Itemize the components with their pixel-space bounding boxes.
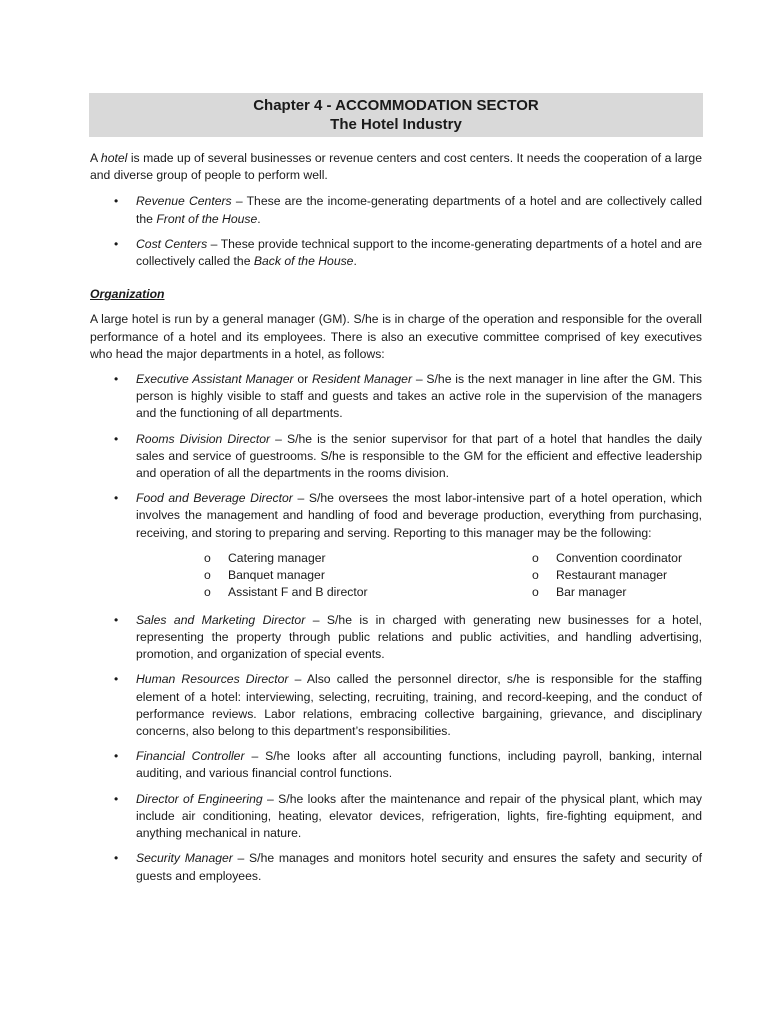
list-item: • Food and Beverage Director – S/he oversees the most labor-intensive part of a hotel operation, which involves the management and handling of food and beverage production, everything from purchasing, receiving, and storing to preparing and serving. Reporting to this manager may be the following: o Catering manager o Convention coordinator o Banquet manager o Restaurant manager o Assistant F and B director o Bar manager [90, 490, 702, 601]
bullet-icon: • [114, 372, 119, 387]
sub-list-item: o Convention coordinator [532, 550, 683, 565]
sub-list-item: o Assistant F and B director [204, 584, 368, 599]
fnb-staff-list [182, 550, 702, 601]
list-item: • Director of Engineering – S/he looks after the maintenance and repair of the physical plant, which may include air conditioning, heating, elevator devices, refrigeration, lights, fire-fighting equipment, and anything mechanical in nature. [114, 791, 702, 841]
bullet-icon: • [114, 612, 119, 627]
intro-paragraph: A hotel is made up of several businesses or revenue centers and cost centers. It needs the cooperation of a large and diverse group of people to perform well. [90, 151, 702, 183]
list-item: • Security Manager – S/he manages and monitors hotel security and ensures the safety and security of guests and employees. [114, 851, 702, 883]
sub-list-item: o Bar manager [532, 584, 627, 599]
bullet-icon: • [114, 791, 119, 806]
chapter-subtitle: The Hotel Industry [330, 116, 462, 133]
list-item: • Revenue Centers – These are the income-generating departments of a hotel and are collectively called the Front of the House. [114, 194, 702, 226]
bullet-icon: • [114, 749, 119, 764]
section-heading-organization: Organization [90, 287, 165, 302]
bullet-icon: • [114, 851, 119, 866]
circle-bullet-icon: o [204, 584, 211, 599]
organization-paragraph: A large hotel is run by a general manager (GM). S/he is in charge of the operation and responsible for the overall performance of a hotel and its employees. There is also an executive committee comprised of key executives who head the major departments in a hotel, as follows: [90, 312, 702, 361]
circle-bullet-icon: o [532, 550, 539, 565]
bullet-icon: • [114, 491, 119, 506]
circle-bullet-icon: o [204, 550, 211, 565]
bullet-icon: • [114, 672, 119, 687]
chapter-title-box [89, 93, 703, 137]
bullet-icon: • [114, 431, 119, 446]
bullet-icon: • [114, 194, 119, 209]
list-item: • Rooms Division Director – S/he is the senior supervisor for that part of a hotel that handles the daily sales and service of guestrooms. S/he is responsible to the GM for the efficient and effective leadership and operation of all the departments in the rooms division. [114, 431, 702, 481]
list-item: • Sales and Marketing Director – S/he is in charged with generating new businesses for a hotel, representing the property through public relations and public activities, and handling advertising, promotion, and organization of special events. [114, 612, 702, 662]
sub-list-item: o Restaurant manager [532, 567, 668, 582]
centers-list [90, 193, 702, 270]
list-item: • Executive Assistant Manager or Resident Manager – S/he is the next manager in line after the GM. This person is highly visible to staff and guests and takes an active role in the supervision of the managers and the functioning of all departments. [114, 372, 702, 421]
sub-list-item: o Banquet manager [204, 567, 325, 582]
circle-bullet-icon: o [532, 567, 539, 582]
sub-list-item: o Catering manager [204, 550, 326, 565]
chapter-title: Chapter 4 - ACCOMMODATION SECTOR [253, 97, 539, 114]
list-item: • Financial Controller – S/he looks after all accounting functions, including payroll, banking, internal auditing, and various financial control functions. [114, 749, 702, 781]
list-item: • Cost Centers – These provide technical support to the income-generating departments of a hotel and are collectively called the Back of the House. [114, 236, 702, 269]
circle-bullet-icon: o [204, 567, 211, 582]
list-item: • Human Resources Director – Also called the personnel director, s/he is responsible for the staffing element of a hotel: interviewing, selecting, recruiting, training, and record-keeping, and the conduct of performance reviews. Labor relations, embracing collective bargaining, grievance, and disciplinary concerns, also belong to this department’s responsibilities. [114, 672, 702, 739]
bullet-icon: • [114, 236, 119, 251]
circle-bullet-icon: o [532, 584, 539, 599]
document-body [90, 150, 702, 893]
roles-list [90, 371, 702, 885]
